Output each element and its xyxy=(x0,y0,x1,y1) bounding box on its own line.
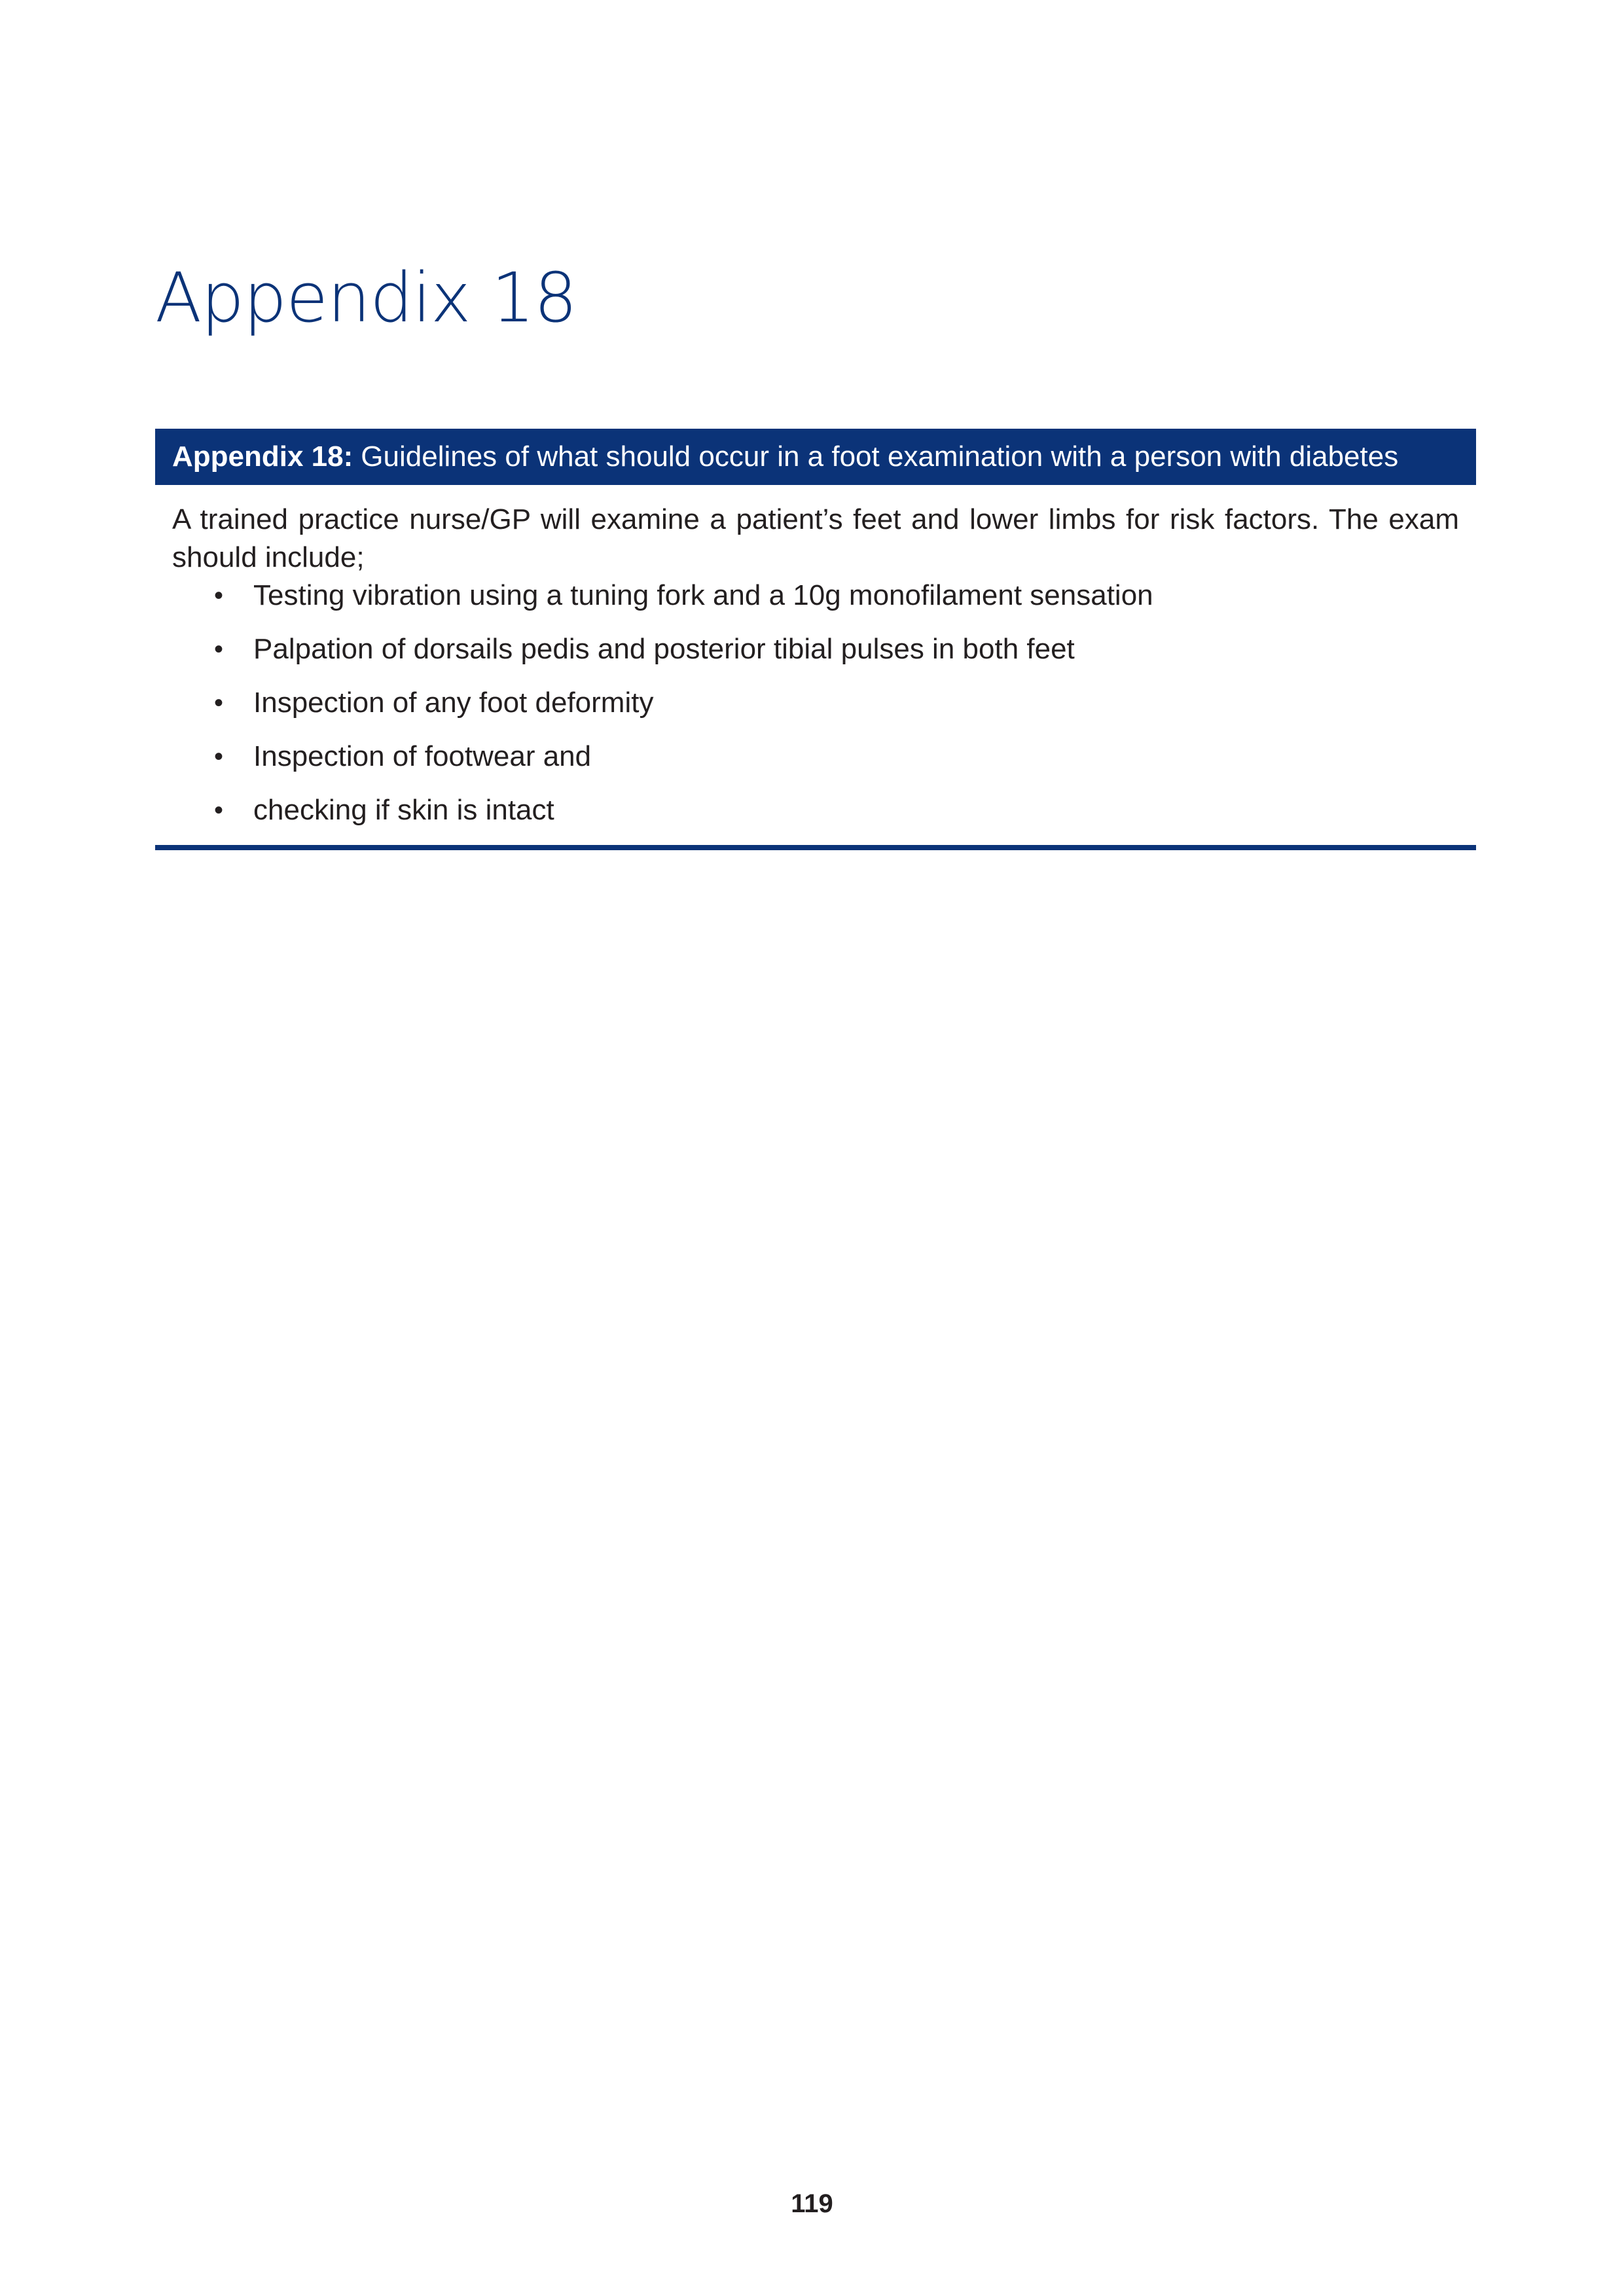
bullet-icon: • xyxy=(214,689,224,717)
list-item-text: Palpation of dorsails pedis and posterior tibial pulses in both feet xyxy=(253,633,1075,665)
appendix-box-header xyxy=(155,429,1476,485)
list-item-text: Inspection of footwear and xyxy=(253,740,592,772)
appendix-box xyxy=(155,429,1476,850)
box-bottom-rule xyxy=(155,845,1476,850)
appendix-box-title: Guidelines of what should occur in a foot examination with a person with diabetes xyxy=(361,440,1399,473)
list-item-text: checking if skin is intact xyxy=(253,794,554,826)
list-item-text: Inspection of any foot deformity xyxy=(253,687,654,719)
appendix-box-body xyxy=(155,485,1476,829)
list-item xyxy=(214,630,1459,668)
bullet-icon: • xyxy=(214,742,224,771)
bullet-icon: • xyxy=(214,635,224,664)
list-item xyxy=(214,738,1459,776)
exam-checklist xyxy=(172,577,1459,829)
intro-paragraph: A trained practice nurse/GP will examine a patient’s feet and lower limbs for risk factors. The exam should include; xyxy=(172,503,1459,573)
list-item xyxy=(214,577,1459,615)
bullet-icon: • xyxy=(214,796,224,825)
bullet-icon: • xyxy=(214,581,224,610)
page-title: Appendix 18 xyxy=(155,258,577,338)
list-item xyxy=(214,791,1459,829)
page-number: 119 xyxy=(791,2189,833,2218)
list-item-text: Testing vibration using a tuning fork and a 10g monofilament sensation xyxy=(253,579,1153,611)
appendix-box-label: Appendix 18: xyxy=(172,440,353,473)
list-item xyxy=(214,684,1459,722)
